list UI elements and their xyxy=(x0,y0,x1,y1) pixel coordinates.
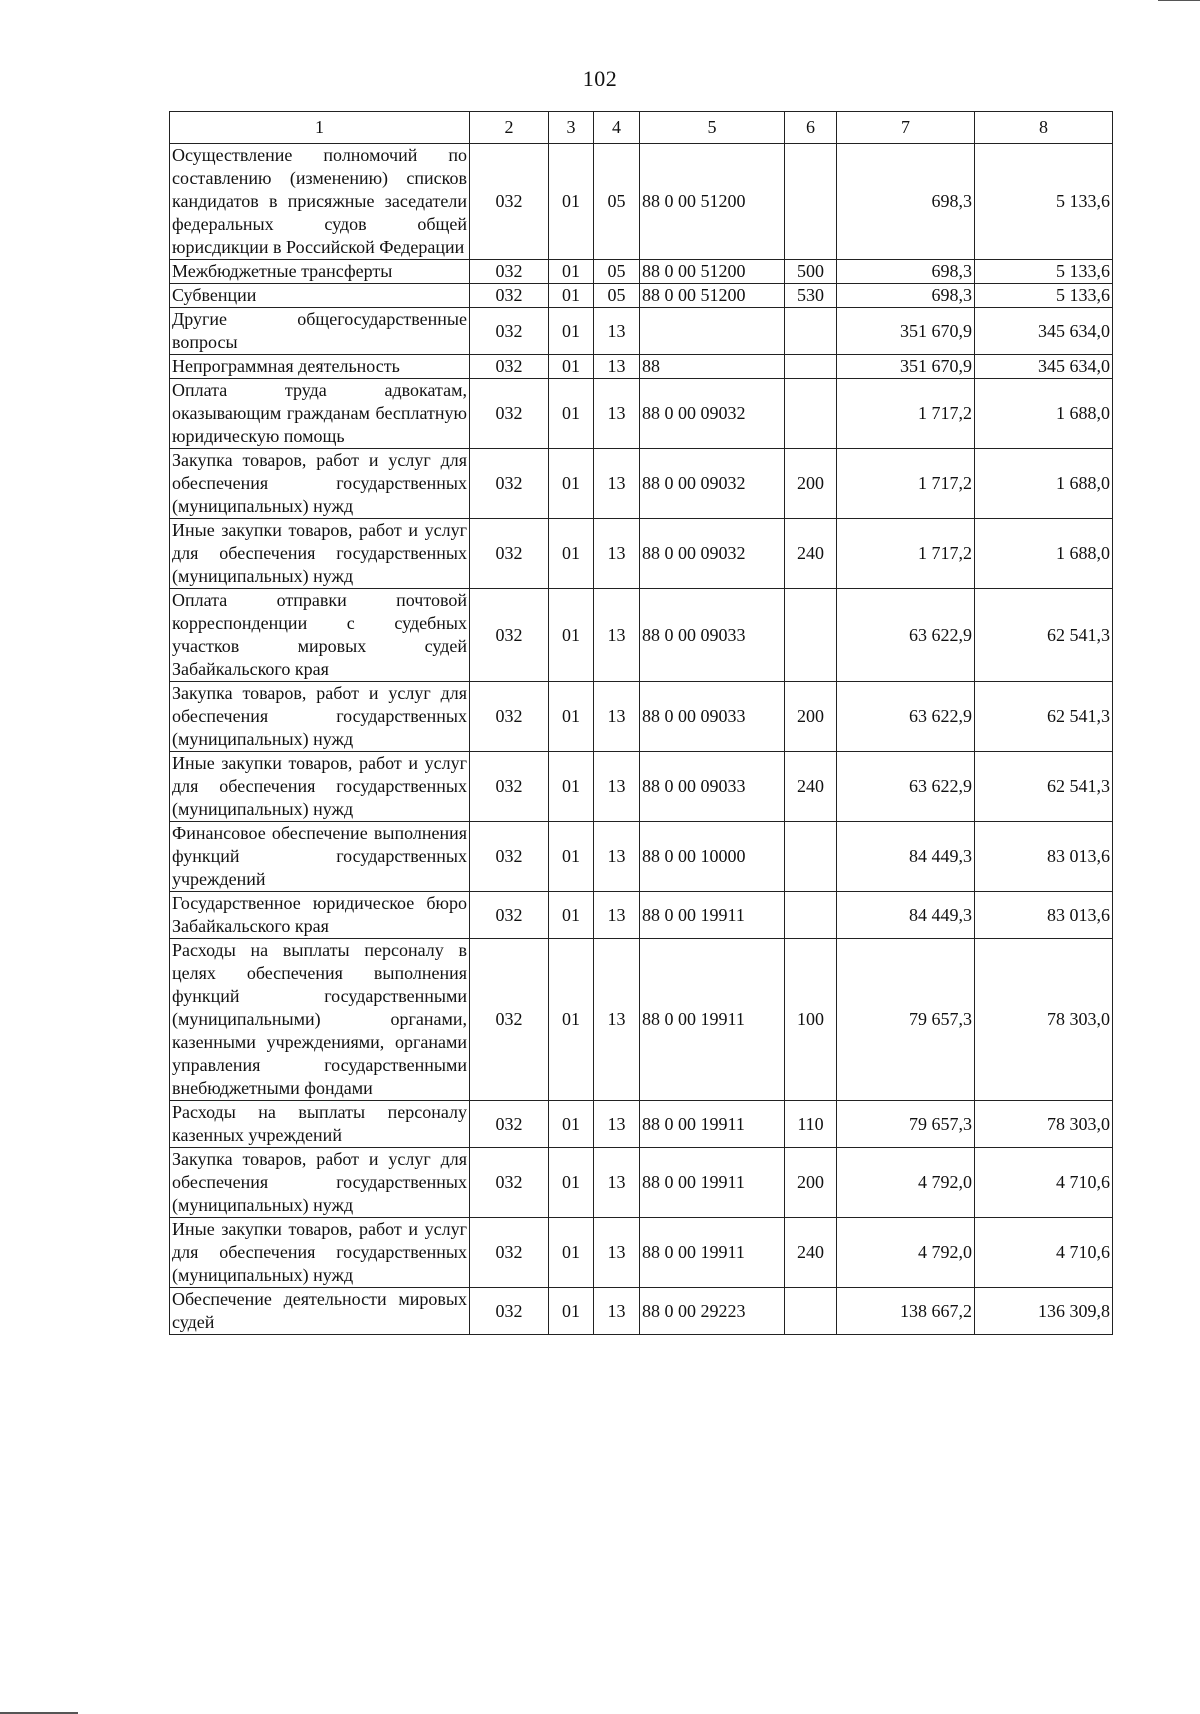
code-expense-type: 200 xyxy=(785,1148,837,1218)
amount-col-8: 4 710,6 xyxy=(975,1148,1113,1218)
amount-col-8: 78 303,0 xyxy=(975,1101,1113,1148)
amount-col-7: 1 717,2 xyxy=(837,449,975,519)
amount-col-7: 84 449,3 xyxy=(837,822,975,892)
column-header: 1 xyxy=(170,112,470,144)
table-row xyxy=(170,1218,1113,1288)
code-target-article: 88 0 00 51200 xyxy=(640,260,785,284)
code-section: 01 xyxy=(549,822,594,892)
code-ministry: 032 xyxy=(470,519,549,589)
code-expense-type xyxy=(785,379,837,449)
code-expense-type xyxy=(785,892,837,939)
amount-col-8: 1 688,0 xyxy=(975,519,1113,589)
table-row xyxy=(170,1101,1113,1148)
code-subsection: 13 xyxy=(594,1288,640,1335)
row-description: Финансовое обеспечение выполнения функций государственных учреждений xyxy=(170,822,470,892)
code-target-article: 88 0 00 29223 xyxy=(640,1288,785,1335)
code-section: 01 xyxy=(549,939,594,1101)
code-target-article: 88 0 00 09032 xyxy=(640,519,785,589)
table-row xyxy=(170,682,1113,752)
code-section: 01 xyxy=(549,1288,594,1335)
code-expense-type: 110 xyxy=(785,1101,837,1148)
code-subsection: 05 xyxy=(594,144,640,260)
code-expense-type: 240 xyxy=(785,519,837,589)
code-subsection: 13 xyxy=(594,822,640,892)
table-row xyxy=(170,939,1113,1101)
row-description: Оплата труда адвокатам, оказывающим гражданам бесплатную юридическую помощь xyxy=(170,379,470,449)
amount-col-7: 698,3 xyxy=(837,284,975,308)
code-section: 01 xyxy=(549,144,594,260)
row-description: Иные закупки товаров, работ и услуг для обеспечения государственных (муниципальных) нужд xyxy=(170,519,470,589)
code-target-article: 88 0 00 19911 xyxy=(640,892,785,939)
code-section: 01 xyxy=(549,379,594,449)
amount-col-8: 83 013,6 xyxy=(975,822,1113,892)
code-target-article: 88 0 00 09033 xyxy=(640,682,785,752)
row-description: Государственное юридическое бюро Забайкальского края xyxy=(170,892,470,939)
amount-col-7: 698,3 xyxy=(837,260,975,284)
code-expense-type: 200 xyxy=(785,449,837,519)
column-header: 5 xyxy=(640,112,785,144)
code-subsection: 13 xyxy=(594,379,640,449)
code-ministry: 032 xyxy=(470,379,549,449)
amount-col-8: 62 541,3 xyxy=(975,589,1113,682)
code-expense-type: 240 xyxy=(785,1218,837,1288)
code-target-article: 88 0 00 51200 xyxy=(640,144,785,260)
row-description: Расходы на выплаты персоналу казенных учреждений xyxy=(170,1101,470,1148)
amount-col-7: 698,3 xyxy=(837,144,975,260)
code-expense-type xyxy=(785,589,837,682)
code-expense-type xyxy=(785,822,837,892)
code-expense-type xyxy=(785,1288,837,1335)
column-header: 2 xyxy=(470,112,549,144)
code-expense-type xyxy=(785,144,837,260)
code-expense-type: 530 xyxy=(785,284,837,308)
table-row xyxy=(170,1148,1113,1218)
code-subsection: 13 xyxy=(594,1101,640,1148)
code-subsection: 13 xyxy=(594,308,640,355)
code-subsection: 13 xyxy=(594,519,640,589)
code-section: 01 xyxy=(549,1218,594,1288)
code-target-article xyxy=(640,308,785,355)
code-target-article: 88 0 00 10000 xyxy=(640,822,785,892)
code-expense-type: 240 xyxy=(785,752,837,822)
code-subsection: 13 xyxy=(594,892,640,939)
row-description: Оплата отправки почтовой корреспонденции с судебных участков мировых судей Забайкальского края xyxy=(170,589,470,682)
amount-col-7: 79 657,3 xyxy=(837,939,975,1101)
code-target-article: 88 0 00 19911 xyxy=(640,939,785,1101)
column-header: 6 xyxy=(785,112,837,144)
column-header: 3 xyxy=(549,112,594,144)
amount-col-7: 1 717,2 xyxy=(837,519,975,589)
row-description: Иные закупки товаров, работ и услуг для обеспечения государственных (муниципальных) нужд xyxy=(170,752,470,822)
column-header: 8 xyxy=(975,112,1113,144)
code-subsection: 13 xyxy=(594,355,640,379)
amount-col-8: 83 013,6 xyxy=(975,892,1113,939)
amount-col-7: 138 667,2 xyxy=(837,1288,975,1335)
header-row xyxy=(170,112,1113,144)
code-target-article: 88 0 00 09033 xyxy=(640,752,785,822)
table-row xyxy=(170,355,1113,379)
amount-col-8: 5 133,6 xyxy=(975,144,1113,260)
code-target-article: 88 xyxy=(640,355,785,379)
code-section: 01 xyxy=(549,449,594,519)
code-ministry: 032 xyxy=(470,892,549,939)
table-row xyxy=(170,892,1113,939)
code-subsection: 13 xyxy=(594,1218,640,1288)
table-row xyxy=(170,519,1113,589)
amount-col-8: 1 688,0 xyxy=(975,449,1113,519)
amount-col-7: 4 792,0 xyxy=(837,1218,975,1288)
table-row xyxy=(170,752,1113,822)
code-expense-type xyxy=(785,355,837,379)
code-ministry: 032 xyxy=(470,144,549,260)
row-description: Расходы на выплаты персоналу в целях обеспечения выполнения функций государственными (муниципальными) органами, казенными учреждениями, органами управления государственными внебюджетными фондами xyxy=(170,939,470,1101)
column-header: 7 xyxy=(837,112,975,144)
code-expense-type: 100 xyxy=(785,939,837,1101)
table-row xyxy=(170,1288,1113,1335)
code-target-article: 88 0 00 19911 xyxy=(640,1218,785,1288)
code-ministry: 032 xyxy=(470,752,549,822)
table-row xyxy=(170,308,1113,355)
code-expense-type: 500 xyxy=(785,260,837,284)
table-row xyxy=(170,449,1113,519)
code-section: 01 xyxy=(549,355,594,379)
table-row xyxy=(170,284,1113,308)
code-target-article: 88 0 00 19911 xyxy=(640,1101,785,1148)
code-section: 01 xyxy=(549,892,594,939)
code-target-article: 88 0 00 09032 xyxy=(640,379,785,449)
amount-col-7: 63 622,9 xyxy=(837,682,975,752)
code-ministry: 032 xyxy=(470,1101,549,1148)
code-section: 01 xyxy=(549,260,594,284)
code-ministry: 032 xyxy=(470,822,549,892)
amount-col-8: 5 133,6 xyxy=(975,284,1113,308)
table-row xyxy=(170,822,1113,892)
code-ministry: 032 xyxy=(470,589,549,682)
code-section: 01 xyxy=(549,284,594,308)
code-subsection: 05 xyxy=(594,284,640,308)
row-description: Иные закупки товаров, работ и услуг для обеспечения государственных (муниципальных) нужд xyxy=(170,1218,470,1288)
code-subsection: 13 xyxy=(594,752,640,822)
code-ministry: 032 xyxy=(470,1148,549,1218)
code-ministry: 032 xyxy=(470,260,549,284)
amount-col-7: 63 622,9 xyxy=(837,752,975,822)
scan-artifact-line xyxy=(1158,0,1200,1)
code-ministry: 032 xyxy=(470,939,549,1101)
code-expense-type xyxy=(785,308,837,355)
amount-col-8: 5 133,6 xyxy=(975,260,1113,284)
code-subsection: 13 xyxy=(594,449,640,519)
code-subsection: 05 xyxy=(594,260,640,284)
code-section: 01 xyxy=(549,682,594,752)
amount-col-8: 4 710,6 xyxy=(975,1218,1113,1288)
code-ministry: 032 xyxy=(470,682,549,752)
code-subsection: 13 xyxy=(594,589,640,682)
amount-col-8: 62 541,3 xyxy=(975,752,1113,822)
table-row xyxy=(170,379,1113,449)
code-ministry: 032 xyxy=(470,308,549,355)
table-body xyxy=(170,144,1113,1335)
amount-col-8: 1 688,0 xyxy=(975,379,1113,449)
code-section: 01 xyxy=(549,589,594,682)
code-ministry: 032 xyxy=(470,284,549,308)
row-description: Межбюджетные трансферты xyxy=(170,260,470,284)
code-target-article: 88 0 00 09033 xyxy=(640,589,785,682)
amount-col-7: 351 670,9 xyxy=(837,355,975,379)
code-section: 01 xyxy=(549,308,594,355)
column-header: 4 xyxy=(594,112,640,144)
amount-col-8: 136 309,8 xyxy=(975,1288,1113,1335)
amount-col-8: 345 634,0 xyxy=(975,308,1113,355)
amount-col-8: 62 541,3 xyxy=(975,682,1113,752)
table-row xyxy=(170,144,1113,260)
code-ministry: 032 xyxy=(470,1218,549,1288)
code-target-article: 88 0 00 09032 xyxy=(640,449,785,519)
amount-col-7: 4 792,0 xyxy=(837,1148,975,1218)
amount-col-8: 78 303,0 xyxy=(975,939,1113,1101)
table-row xyxy=(170,260,1113,284)
row-description: Закупка товаров, работ и услуг для обеспечения государственных (муниципальных) нужд xyxy=(170,682,470,752)
row-description: Субвенции xyxy=(170,284,470,308)
code-expense-type: 200 xyxy=(785,682,837,752)
row-description: Обеспечение деятельности мировых судей xyxy=(170,1288,470,1335)
code-target-article: 88 0 00 51200 xyxy=(640,284,785,308)
amount-col-7: 1 717,2 xyxy=(837,379,975,449)
row-description: Непрограммная деятельность xyxy=(170,355,470,379)
row-description: Закупка товаров, работ и услуг для обеспечения государственных (муниципальных) нужд xyxy=(170,449,470,519)
row-description: Другие общегосударственные вопросы xyxy=(170,308,470,355)
budget-table xyxy=(169,111,1113,1335)
table-row xyxy=(170,589,1113,682)
amount-col-7: 351 670,9 xyxy=(837,308,975,355)
code-section: 01 xyxy=(549,752,594,822)
code-target-article: 88 0 00 19911 xyxy=(640,1148,785,1218)
row-description: Осуществление полномочий по составлению (изменению) списков кандидатов в присяжные заседатели федеральных судов общей юрисдикции в Российской Федерации xyxy=(170,144,470,260)
code-subsection: 13 xyxy=(594,1148,640,1218)
code-ministry: 032 xyxy=(470,1288,549,1335)
amount-col-8: 345 634,0 xyxy=(975,355,1113,379)
row-description: Закупка товаров, работ и услуг для обеспечения государственных (муниципальных) нужд xyxy=(170,1148,470,1218)
page-number: 102 xyxy=(582,66,618,91)
code-subsection: 13 xyxy=(594,939,640,1101)
amount-col-7: 79 657,3 xyxy=(837,1101,975,1148)
code-section: 01 xyxy=(549,519,594,589)
amount-col-7: 63 622,9 xyxy=(837,589,975,682)
code-subsection: 13 xyxy=(594,682,640,752)
code-section: 01 xyxy=(549,1101,594,1148)
code-ministry: 032 xyxy=(470,355,549,379)
code-section: 01 xyxy=(549,1148,594,1218)
amount-col-7: 84 449,3 xyxy=(837,892,975,939)
code-ministry: 032 xyxy=(470,449,549,519)
